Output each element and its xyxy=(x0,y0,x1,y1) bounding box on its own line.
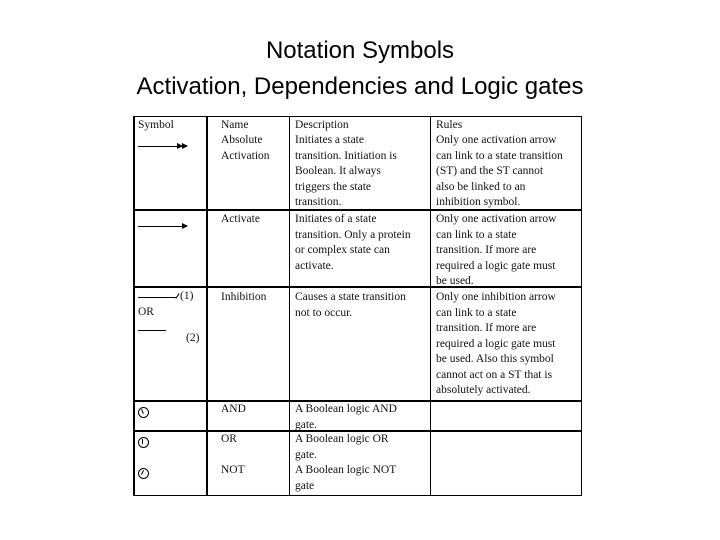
activate-arrow-icon xyxy=(138,226,187,227)
column-divider-3 xyxy=(430,116,431,496)
table-border-right xyxy=(581,116,582,496)
column-divider-1 xyxy=(206,116,208,496)
not-gate-icon xyxy=(138,468,149,479)
header-name: Name xyxy=(221,119,249,131)
row-or-description: A Boolean logic OR gate. xyxy=(295,433,389,461)
row-activate-name: Activate xyxy=(221,213,260,225)
and-gate-icon xyxy=(138,407,149,418)
table-border-bottom xyxy=(133,495,582,496)
row-activate-rules: Only one activation arrow can link to a state transition. If more are required a logic gate must be used. xyxy=(436,213,557,287)
inhibition-symbol-2-icon xyxy=(138,330,166,331)
row-and-description: A Boolean logic AND gate. xyxy=(295,403,397,431)
inhibition-symbol-1-icon xyxy=(138,297,176,298)
header-rules: Rules xyxy=(436,119,463,131)
row-not-description: A Boolean logic NOT gate xyxy=(295,464,397,492)
table-border-left xyxy=(133,116,135,496)
header-symbol: Symbol xyxy=(138,119,174,131)
inhibition-symbol-or: OR xyxy=(138,306,154,318)
header-description: Description xyxy=(295,119,349,131)
row-inhibition-description: Causes a state transition not to occur. xyxy=(295,291,406,319)
table-border-top xyxy=(133,116,582,117)
row-not-name: NOT xyxy=(221,464,245,476)
column-divider-2 xyxy=(289,116,290,496)
inhibition-symbol-label-2: (2) xyxy=(186,332,200,344)
or-gate-icon xyxy=(138,437,149,448)
row-absolute-activation-description: Initiates a state transition. Initiation is Boolean. It always triggers the state transition. xyxy=(295,134,397,208)
row-inhibition-rules: Only one inhibition arrow can link to a state transition. If more are required a logic gate must be used. Also this symbol cannot act on a ST that is absolutely activated. xyxy=(436,291,556,396)
page-subtitle: Activation, Dependencies and Logic gates xyxy=(136,73,584,100)
notation-table xyxy=(133,116,582,496)
absolute-activation-arrow-icon xyxy=(138,146,187,147)
inhibition-symbol-label-1: (1) xyxy=(180,290,194,302)
row-absolute-activation-rules: Only one activation arrow can link to a state transition (ST) and the ST cannot also be linked to an inhibition symbol. xyxy=(436,134,563,208)
row-and-name: AND xyxy=(221,403,246,415)
row-activate-description: Initiates of a state transition. Only a protein or complex state can activate. xyxy=(295,213,411,272)
row-or-name: OR xyxy=(221,433,237,445)
page-title: Notation Symbols xyxy=(265,37,455,64)
row-inhibition-name: Inhibition xyxy=(221,291,267,303)
row-absolute-activation-name: Absolute Activation xyxy=(221,134,270,162)
